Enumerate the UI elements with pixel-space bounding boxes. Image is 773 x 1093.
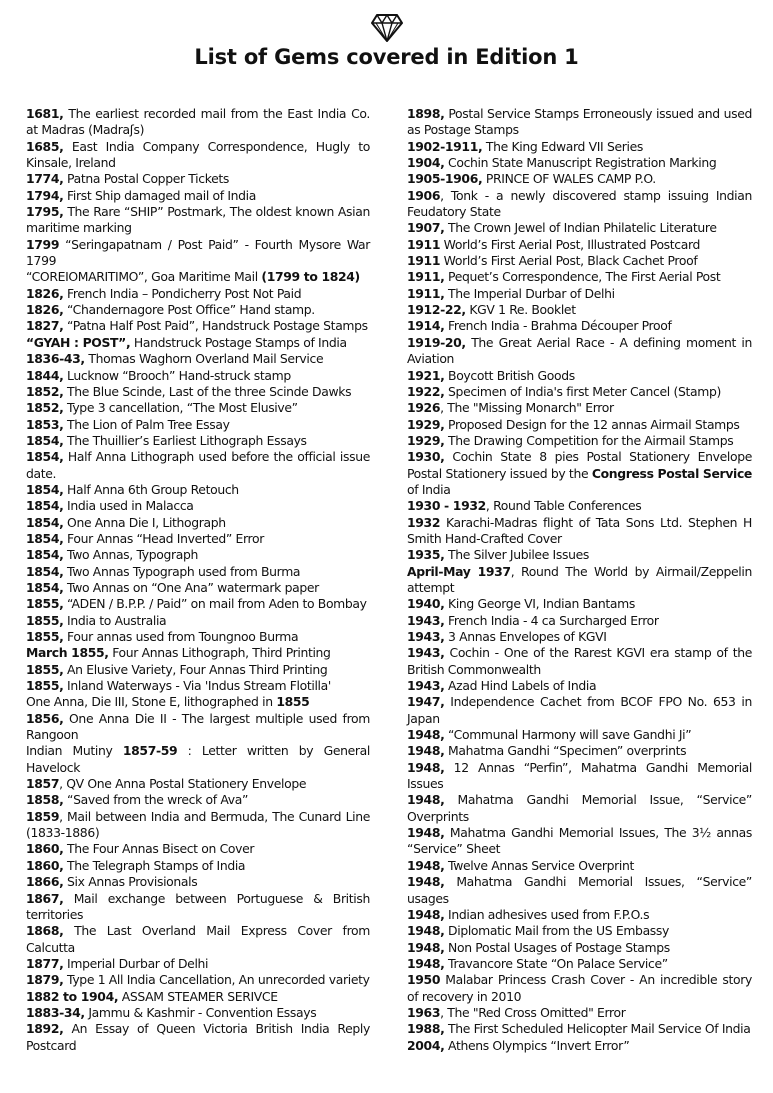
- gem-entry: [26, 662, 370, 678]
- gem-description: Half Anna Lithograph used before the official issue date.: [26, 449, 370, 481]
- gem-description: , Round The World by Airmail/Zeppelin attempt: [407, 563, 752, 595]
- gem-entry: [26, 972, 370, 988]
- gem-description: : Letter written by General Havelock: [26, 743, 370, 775]
- gem-entry: [407, 302, 752, 318]
- gem-entry: [407, 417, 752, 433]
- gem-description: “Chandernagore Post Office” Hand stamp.: [63, 302, 315, 318]
- gem-year: 1868,: [26, 923, 64, 939]
- gem-description: East India Company Correspondence, Hugly to Kinsale, Ireland: [26, 138, 370, 171]
- gem-year: 1963: [407, 1004, 441, 1020]
- gem-description: Boycott British Goods: [444, 367, 575, 383]
- gem-year: “GYAH : POST”,: [26, 334, 131, 350]
- gem-entry: [407, 269, 752, 285]
- gem-entry: [407, 645, 752, 678]
- gem-year: 1948,: [407, 825, 445, 841]
- gem-year: 1930,: [407, 449, 445, 465]
- gem-entry: [26, 171, 370, 187]
- gem-year: 1860,: [26, 841, 64, 857]
- gem-description: French India - 4 ca Surcharged Error: [444, 612, 659, 628]
- gem-year: 1929,: [407, 432, 445, 448]
- gem-description: Imperial Durbar of Delhi: [63, 955, 209, 971]
- gem-year: 1943,: [407, 612, 445, 628]
- gem-description: One Anna, Die III, Stone E, lithographed in: [26, 694, 277, 710]
- gem-description: Mahatma Gandhi “Specimen” overprints: [444, 743, 687, 759]
- gem-description: French India - Brahma Découper Proof: [444, 318, 672, 334]
- gem-entry: [407, 1005, 752, 1021]
- gem-year: 1853,: [26, 416, 64, 432]
- gem-year: 1892,: [26, 1021, 64, 1037]
- gem-description: 3 Annas Envelopes of KGVI: [444, 629, 607, 644]
- gem-description: Cochin State Manuscript Registration Marking: [444, 155, 717, 171]
- gem-entry: [26, 547, 370, 563]
- gem-entry: [407, 237, 752, 253]
- gem-year: 1855,: [26, 678, 64, 694]
- gem-year: April-May 1937: [407, 563, 511, 579]
- gem-description: The Blue Scinde, Last of the three Scinde Dawks: [63, 383, 352, 399]
- gem-description: , The "Missing Monarch" Error: [440, 400, 614, 416]
- gem-entry: [26, 400, 370, 416]
- gem-entry: [407, 629, 752, 645]
- gem-year: 1774,: [26, 171, 64, 187]
- gem-year: 1940,: [407, 596, 445, 612]
- gem-entry: [26, 564, 370, 580]
- gem-description: Diplomatic Mail from the US Embassy: [444, 923, 670, 939]
- left-column: [26, 106, 370, 1054]
- gem-description: Two Annas Typograph used from Burma: [63, 563, 301, 579]
- gem-year: 1854,: [26, 563, 64, 579]
- gem-year: 1882 to 1904,: [26, 988, 119, 1004]
- gem-year: 1854,: [26, 481, 64, 497]
- gem-year: 1879,: [26, 972, 64, 988]
- gem-year: 1685,: [26, 138, 64, 154]
- gem-description: Two Annas on “One Ana” watermark paper: [63, 579, 319, 595]
- gem-entry: [26, 498, 370, 514]
- gem-description: An Essay of Queen Victoria British India Reply Postcard: [26, 1021, 370, 1053]
- gem-year: 1943,: [407, 629, 445, 644]
- gem-year: 1929,: [407, 416, 445, 432]
- gem-entry: [407, 318, 752, 334]
- gem-year: 1926: [407, 400, 441, 416]
- gem-entry: [26, 841, 370, 857]
- gem-entry: [26, 531, 370, 547]
- gem-entry: [26, 743, 370, 776]
- gem-year: 1930 - 1932: [407, 498, 486, 514]
- gem-description: Specimen of India's first Meter Cancel (Stamp): [444, 383, 721, 399]
- gem-year: 1854,: [26, 432, 64, 448]
- gem-entry: [26, 891, 370, 924]
- gem-description: Type 1 All India Cancellation, An unrecorded variety: [63, 972, 370, 988]
- gem-entry: [407, 368, 752, 384]
- gem-entry: [407, 940, 752, 956]
- gem-description: Six Annas Provisionals: [63, 874, 198, 890]
- gem-entry: [26, 989, 370, 1005]
- gem-year: 1948,: [407, 727, 445, 743]
- gem-entry: [26, 302, 370, 318]
- gem-description: One Anna Die II - The largest multiple used from Rangoon: [26, 710, 370, 743]
- gem-year: 1867,: [26, 890, 64, 906]
- gem-entry: [26, 482, 370, 498]
- gem-entry: [407, 220, 752, 236]
- gem-description: An Elusive Variety, Four Annas Third Printing: [63, 661, 328, 677]
- gem-description: King George VI, Indian Bantams: [444, 596, 636, 612]
- gem-description: Four Annas Lithograph, Third Printing: [108, 645, 331, 661]
- gem-entry: [407, 874, 752, 907]
- gem-entry: [26, 335, 370, 351]
- gem-entry: [407, 923, 752, 939]
- gem-year: 1795,: [26, 204, 64, 220]
- gem-entry: [26, 694, 370, 710]
- gem-year: 1921,: [407, 367, 445, 383]
- gem-entry: [26, 1005, 370, 1021]
- gem-description: Four annas used from Toungnoo Burma: [63, 629, 299, 644]
- gem-entry: [407, 694, 752, 727]
- gem-year: 1854,: [26, 579, 64, 595]
- gem-description: ASSAM STEAMER SERIVCE: [118, 988, 278, 1004]
- gem-year: 1866,: [26, 874, 64, 890]
- gem-year: 1988,: [407, 1021, 445, 1037]
- gem-description: , Tonk - a newly discovered stamp issuing Indian Feudatory State: [407, 187, 752, 220]
- gem-description: of India: [407, 481, 451, 497]
- gem-year: 1948,: [407, 759, 445, 775]
- gem-entry: [26, 809, 370, 842]
- gem-year: 1855,: [26, 612, 64, 628]
- gem-description: Cochin State 8 pies Postal Stationery Envelope Postal Stationery issued by the: [407, 449, 752, 481]
- gem-description: World’s First Aerial Post, Black Cachet Proof: [440, 253, 698, 269]
- gem-year: 2004,: [407, 1037, 445, 1053]
- gem-description: Mahatma Gandhi Memorial Issues, “Service” usages: [407, 874, 752, 906]
- gem-entry: [407, 743, 752, 759]
- gem-description: “ADEN / B.P.P. / Paid” on mail from Aden to Bombay: [63, 596, 367, 612]
- gem-description: Postal Service Stamps Erroneously issued and used as Postage Stamps: [407, 106, 752, 138]
- gem-year: 1948,: [407, 792, 445, 808]
- gem-description: Indian adhesives used from F.P.O.s: [444, 906, 650, 922]
- gem-entry: [407, 547, 752, 563]
- gem-entry: [26, 204, 370, 237]
- gem-entry: [26, 645, 370, 661]
- gem-year: 1943,: [407, 645, 445, 661]
- gem-year: 1826,: [26, 302, 64, 318]
- gem-description: Travancore State “On Palace Service”: [444, 955, 668, 971]
- gem-description: Independence Cachet from BCOF FPO No. 653 in Japan: [407, 694, 752, 726]
- gem-year: 1948,: [407, 857, 445, 873]
- gem-description: Proposed Design for the 12 annas Airmail Stamps: [444, 416, 740, 432]
- gem-description: “Saved from the wreck of Ava”: [63, 792, 249, 808]
- gem-description: The Silver Jubilee Issues: [444, 547, 589, 563]
- gem-description: Malabar Princess Crash Cover - An incredible story of recovery in 2010: [407, 972, 752, 1004]
- gem-entry: [407, 106, 752, 139]
- gem-year: 1681,: [26, 106, 64, 121]
- gem-description: , Mail between India and Bermuda, The Cunard Line (1833-1886): [26, 808, 370, 841]
- gem-entry: [26, 417, 370, 433]
- gem-entry: [407, 792, 752, 825]
- gem-entry: [407, 1038, 752, 1054]
- gem-entry: [407, 433, 752, 449]
- gem-description: The Great Aerial Race - A defining moment in Aviation: [407, 334, 752, 367]
- gem-year: 1922,: [407, 383, 445, 399]
- gem-year: March 1855,: [26, 645, 109, 661]
- gem-entry: [407, 155, 752, 171]
- gem-year: 1852,: [26, 383, 64, 399]
- gem-description: World’s First Aerial Post, Illustrated Postcard: [440, 236, 701, 252]
- gem-description: Mahatma Gandhi Memorial Issue, “Service” Overprints: [407, 792, 752, 824]
- gem-year: 1948,: [407, 939, 445, 955]
- gem-year: Congress Postal Service: [591, 465, 752, 481]
- gem-description: Twelve Annas Service Overprint: [444, 857, 634, 873]
- gem-description: French India – Pondicherry Post Not Paid: [63, 285, 302, 301]
- gem-entry: [407, 564, 752, 597]
- gem-description: The Telegraph Stamps of India: [63, 857, 246, 873]
- gem-description: Azad Hind Labels of India: [444, 678, 597, 694]
- gem-description: , Round Table Conferences: [485, 498, 642, 514]
- gem-description: PRINCE OF WALES CAMP P.O.: [482, 171, 656, 187]
- gem-year: 1826,: [26, 285, 64, 301]
- gem-entry: [26, 956, 370, 972]
- gem-entry: [26, 188, 370, 204]
- gem-entry: [26, 515, 370, 531]
- gem-entry: [407, 596, 752, 612]
- gem-year: 1799: [26, 236, 60, 252]
- gem-entry: [407, 515, 752, 548]
- right-column: [407, 106, 752, 1054]
- gem-year: 1857: [26, 776, 60, 792]
- gem-year: 1898,: [407, 106, 445, 121]
- gem-description: The earliest recorded mail from the East India Co. at Madras (Madraʃs): [26, 106, 370, 138]
- gem-year: 1857-59: [122, 743, 178, 759]
- gem-description: The Last Overland Mail Express Cover from Calcutta: [26, 923, 370, 955]
- gem-entry: [26, 237, 370, 270]
- gem-description: The Imperial Durbar of Delhi: [444, 285, 615, 301]
- gem-year: 1911,: [407, 285, 445, 301]
- gem-description: Mahatma Gandhi Memorial Issues, The 3½ annas “Service” Sheet: [407, 825, 752, 857]
- diamond-icon: [371, 14, 403, 42]
- gem-year: 1855,: [26, 596, 64, 612]
- gem-year: 1914,: [407, 318, 445, 334]
- gem-year: 1856,: [26, 710, 64, 726]
- gem-year: 1844,: [26, 367, 64, 383]
- gem-year: 1907,: [407, 220, 445, 236]
- gem-description: Jammu & Kashmir - Convention Essays: [84, 1004, 317, 1020]
- gem-year: 1911: [407, 236, 441, 252]
- gem-entry: [26, 678, 370, 694]
- gem-entry: [407, 613, 752, 629]
- gem-description: “COREIOMARITIMO”, Goa Maritime Mail: [26, 269, 262, 285]
- gem-entry: [26, 858, 370, 874]
- gem-year: 1948,: [407, 874, 445, 890]
- gem-year: 1852,: [26, 400, 64, 416]
- gem-year: 1911,: [407, 269, 445, 285]
- gem-description: “Communal Harmony will save Gandhi Ji”: [444, 727, 692, 743]
- gem-entry: [26, 106, 370, 139]
- gem-year: 1854,: [26, 514, 64, 530]
- gem-year: 1902-1911,: [407, 138, 483, 154]
- gem-description: Thomas Waghorn Overland Mail Service: [84, 351, 324, 367]
- gem-description: Half Anna 6th Group Retouch: [63, 481, 239, 497]
- gem-year: 1854,: [26, 530, 64, 546]
- gem-entry: [26, 580, 370, 596]
- gem-entry: [407, 678, 752, 694]
- gem-description: India to Australia: [63, 612, 167, 628]
- gem-entry: [26, 874, 370, 890]
- gem-description: “Patna Half Post Paid”, Handstruck Postage Stamps: [63, 318, 368, 334]
- gem-description: The Four Annas Bisect on Cover: [63, 841, 255, 857]
- gem-description: Type 3 cancellation, “The Most Elusive”: [63, 400, 298, 416]
- gem-year: 1948,: [407, 923, 445, 939]
- gem-description: Athens Olympics “Invert Error”: [444, 1037, 630, 1053]
- gem-year: 1855,: [26, 661, 64, 677]
- gem-description: “Seringapatnam / Post Paid” - Fourth Mysore War 1799: [26, 236, 370, 269]
- gem-entry: [26, 384, 370, 400]
- gem-year: 1854,: [26, 498, 64, 514]
- gem-year: 1905-1906,: [407, 171, 483, 187]
- gem-entry: [26, 449, 370, 482]
- gem-entry: [407, 498, 752, 514]
- gem-entry: [407, 188, 752, 221]
- gem-entry: [26, 613, 370, 629]
- gem-year: 1912-22,: [407, 302, 466, 318]
- gem-year: 1858,: [26, 792, 64, 808]
- gem-year: 1794,: [26, 187, 64, 203]
- gem-description: The King Edward VII Series: [482, 138, 643, 154]
- gem-description: KGV 1 Re. Booklet: [465, 302, 576, 318]
- gem-entry: [407, 400, 752, 416]
- gem-year: 1883-34,: [26, 1004, 85, 1020]
- gem-year: 1855,: [26, 629, 64, 644]
- gem-year: 1854,: [26, 547, 64, 563]
- gem-description: The First Scheduled Helicopter Mail Service Of India: [444, 1021, 751, 1037]
- gem-entry: [407, 384, 752, 400]
- gem-entry: [407, 449, 752, 498]
- gem-description: India used in Malacca: [63, 498, 194, 514]
- gem-description: Indian Mutiny: [26, 743, 123, 759]
- gem-description: , QV One Anna Postal Stationery Envelope: [59, 776, 307, 792]
- gem-year: 1911: [407, 253, 441, 269]
- gem-description: Cochin - One of the Rarest KGVI era stamp of the British Commonwealth: [407, 645, 752, 677]
- gem-year: 1859: [26, 808, 60, 824]
- gem-year: 1904,: [407, 155, 445, 171]
- gem-description: Pequet’s Correspondence, The First Aerial Post: [444, 269, 721, 285]
- gem-year: 1950: [407, 972, 441, 988]
- gem-year: 1943,: [407, 678, 445, 694]
- gem-entry: [407, 286, 752, 302]
- gem-year: 1935,: [407, 547, 445, 563]
- gem-description: Mail exchange between Portuguese & British territories: [26, 890, 370, 922]
- gem-entry: [26, 711, 370, 744]
- gem-description: Non Postal Usages of Postage Stamps: [444, 939, 670, 955]
- gem-entry: [26, 433, 370, 449]
- gem-description: Lucknow “Brooch” Hand-struck stamp: [63, 367, 291, 383]
- gem-year: 1947,: [407, 694, 445, 710]
- gem-entry: [407, 972, 752, 1005]
- gem-description: The Crown Jewel of Indian Philatelic Literature: [444, 220, 717, 236]
- gem-description: 12 Annas “Perfin”, Mahatma Gandhi Memorial Issues: [407, 759, 752, 792]
- gem-year: 1855: [276, 694, 310, 710]
- gem-entry: [26, 286, 370, 302]
- gem-description: One Anna Die I, Lithograph: [63, 514, 226, 530]
- gem-year: 1948,: [407, 743, 445, 759]
- gem-year: 1860,: [26, 857, 64, 873]
- gem-description: First Ship damaged mail of India: [63, 187, 257, 203]
- gem-entry: [407, 727, 752, 743]
- gem-description: Two Annas, Typograph: [63, 547, 199, 563]
- gem-entry: [26, 629, 370, 645]
- gem-description: The Thuillier’s Earliest Lithograph Essays: [63, 432, 307, 448]
- gem-entry: [26, 351, 370, 367]
- gem-entry: [26, 923, 370, 956]
- gem-description: The Drawing Competition for the Airmail Stamps: [444, 432, 734, 448]
- gem-entry: [407, 1021, 752, 1037]
- gem-entry: [26, 269, 370, 285]
- gem-entry: [407, 335, 752, 368]
- gem-year: 1932: [407, 514, 441, 530]
- gem-year: 1836-43,: [26, 351, 85, 367]
- page-title: List of Gems covered in Edition 1: [194, 45, 579, 69]
- gem-entry: [407, 907, 752, 923]
- gem-entry: [26, 1021, 370, 1054]
- gem-entry: [407, 171, 752, 187]
- gem-entry: [407, 760, 752, 793]
- gem-year: 1948,: [407, 955, 445, 971]
- gem-entry: [407, 956, 752, 972]
- gem-description: The Rare “SHIP” Postmark, The oldest known Asian maritime marking: [26, 204, 370, 236]
- gem-year: 1948,: [407, 906, 445, 922]
- gem-entry: [407, 139, 752, 155]
- gem-year: (1799 to 1824): [261, 269, 360, 285]
- gem-year: 1919-20,: [407, 334, 466, 350]
- gem-entry: [407, 858, 752, 874]
- gem-entry: [26, 596, 370, 612]
- gem-description: Four Annas “Head Inverted” Error: [63, 530, 265, 546]
- gem-description: Karachi-Madras flight of Tata Sons Ltd. Stephen H Smith Hand-Crafted Cover: [407, 514, 752, 546]
- gem-entry: [26, 368, 370, 384]
- gem-description: Patna Postal Copper Tickets: [63, 171, 229, 187]
- gem-entry: [26, 318, 370, 334]
- gem-year: 1827,: [26, 318, 64, 334]
- gem-description: , The "Red Cross Omitted" Error: [440, 1004, 626, 1020]
- gem-entry: [407, 253, 752, 269]
- gem-year: 1906: [407, 187, 441, 203]
- gem-description: The Lion of Palm Tree Essay: [63, 416, 230, 432]
- gem-entry: [26, 776, 370, 792]
- gem-year: 1877,: [26, 955, 64, 971]
- gem-description: Handstruck Postage Stamps of India: [130, 334, 347, 350]
- gem-year: 1854,: [26, 449, 64, 465]
- gem-entry: [407, 825, 752, 858]
- gem-entry: [26, 792, 370, 808]
- gem-entry: [26, 139, 370, 172]
- gem-description: Inland Waterways - Via 'Indus Stream Flotilla': [63, 678, 331, 694]
